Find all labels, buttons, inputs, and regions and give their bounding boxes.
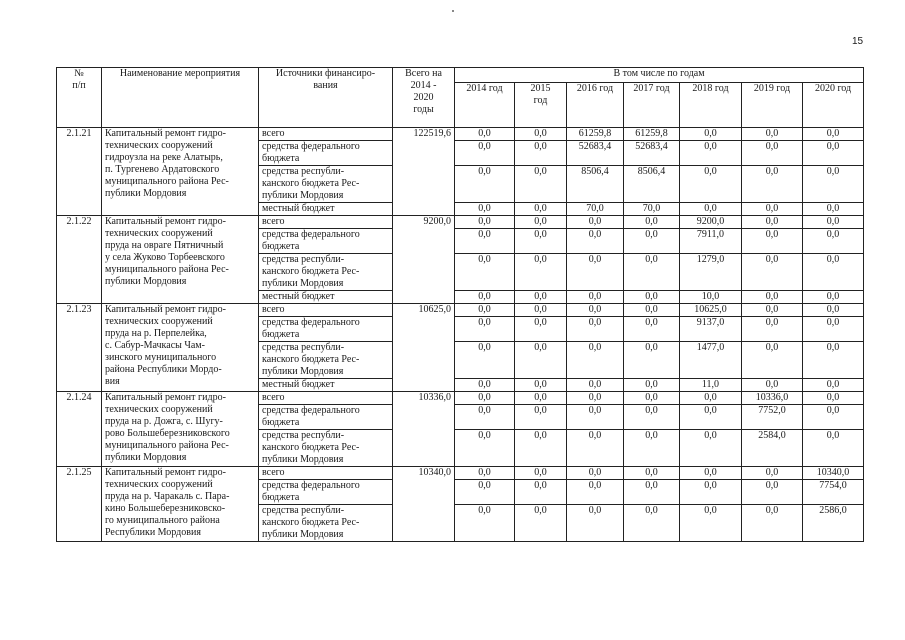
item-name: Капитальный ремонт гидро- технических сооружений гидроузла на реке Алатырь, п. Тургенево Ардатовского муниципального района Рес- публики Мордовия <box>102 128 259 216</box>
year-value: 0,0 <box>455 430 515 467</box>
year-value: 70,0 <box>624 203 680 216</box>
table-body <box>57 128 864 542</box>
year-value: 61259,8 <box>567 128 624 141</box>
year-value: 0,0 <box>567 291 624 304</box>
year-value: 0,0 <box>455 317 515 342</box>
year-value: 0,0 <box>455 291 515 304</box>
year-value: 61259,8 <box>624 128 680 141</box>
year-value: 0,0 <box>624 216 680 229</box>
year-value: 0,0 <box>515 203 567 216</box>
item-number: 2.1.22 <box>57 216 102 304</box>
year-value: 11,0 <box>680 379 742 392</box>
item-number: 2.1.25 <box>57 467 102 542</box>
year-value: 0,0 <box>742 128 803 141</box>
year-value: 52683,4 <box>624 141 680 166</box>
year-value: 0,0 <box>455 467 515 480</box>
year-value: 0,0 <box>515 317 567 342</box>
year-value: 0,0 <box>624 291 680 304</box>
year-value: 0,0 <box>803 216 864 229</box>
year-value: 0,0 <box>567 229 624 254</box>
year-value: 0,0 <box>515 480 567 505</box>
year-value: 0,0 <box>742 480 803 505</box>
item-total: 10625,0 <box>393 304 455 392</box>
year-value: 9137,0 <box>680 317 742 342</box>
year-value: 0,0 <box>515 229 567 254</box>
year-value: 0,0 <box>624 229 680 254</box>
year-value: 0,0 <box>624 317 680 342</box>
funding-source: средства республи- канского бюджета Рес- публики Мордовия <box>259 254 393 291</box>
item-name: Капитальный ремонт гидро- технических сооружений пруда на р. Чаракаль с. Пара- кино Большеберезниковско- го муниципального района Республики Мордовия <box>102 467 259 542</box>
year-value: 1279,0 <box>680 254 742 291</box>
year-value: 0,0 <box>680 467 742 480</box>
year-value: 0,0 <box>515 379 567 392</box>
year-value: 0,0 <box>680 430 742 467</box>
funding-source: средства республи- канского бюджета Рес- публики Мордовия <box>259 505 393 542</box>
year-value: 0,0 <box>515 254 567 291</box>
year-value: 0,0 <box>742 342 803 379</box>
year-value: 0,0 <box>680 505 742 542</box>
funding-source: средства республи- канского бюджета Рес- публики Мордовия <box>259 430 393 467</box>
year-value: 2586,0 <box>803 505 864 542</box>
year-value: 0,0 <box>742 229 803 254</box>
year-value: 0,0 <box>624 505 680 542</box>
year-value: 0,0 <box>567 216 624 229</box>
year-value: 0,0 <box>455 128 515 141</box>
year-value: 7754,0 <box>803 480 864 505</box>
year-value: 0,0 <box>567 405 624 430</box>
year-value: 10336,0 <box>742 392 803 405</box>
year-value: 0,0 <box>567 430 624 467</box>
item-number: 2.1.24 <box>57 392 102 467</box>
year-value: 0,0 <box>680 166 742 203</box>
year-value: 0,0 <box>515 128 567 141</box>
year-value: 0,0 <box>803 141 864 166</box>
year-value: 0,0 <box>455 505 515 542</box>
table-row <box>57 392 864 405</box>
funding-source: средства федерального бюджета <box>259 405 393 430</box>
year-value: 0,0 <box>742 141 803 166</box>
page-number: 15 <box>852 36 864 47</box>
year-value: 0,0 <box>567 304 624 317</box>
year-value: 0,0 <box>803 379 864 392</box>
year-value: 0,0 <box>742 166 803 203</box>
year-value: 0,0 <box>680 203 742 216</box>
year-value: 0,0 <box>803 254 864 291</box>
year-value: 7752,0 <box>742 405 803 430</box>
year-value: 0,0 <box>742 467 803 480</box>
year-value: 0,0 <box>515 291 567 304</box>
year-value: 0,0 <box>567 379 624 392</box>
year-value: 0,0 <box>455 392 515 405</box>
item-number: 2.1.23 <box>57 304 102 392</box>
table-row <box>57 467 864 480</box>
year-value: 0,0 <box>803 342 864 379</box>
year-value: 10340,0 <box>803 467 864 480</box>
year-value: 0,0 <box>455 141 515 166</box>
year-value: 0,0 <box>515 141 567 166</box>
year-value: 0,0 <box>680 405 742 430</box>
year-value: 0,0 <box>455 254 515 291</box>
item-number: 2.1.21 <box>57 128 102 216</box>
header-name: Наименование мероприятия <box>102 68 259 128</box>
year-value: 0,0 <box>455 480 515 505</box>
funding-source: всего <box>259 128 393 141</box>
year-value: 1477,0 <box>680 342 742 379</box>
year-value: 0,0 <box>455 304 515 317</box>
funding-source: местный бюджет <box>259 203 393 216</box>
year-value: 0,0 <box>742 291 803 304</box>
year-value: 0,0 <box>624 480 680 505</box>
year-value: 0,0 <box>515 304 567 317</box>
funding-source: средства федерального бюджета <box>259 141 393 166</box>
year-value: 0,0 <box>455 342 515 379</box>
year-value: 0,0 <box>680 141 742 166</box>
year-value: 0,0 <box>455 216 515 229</box>
year-value: 0,0 <box>515 392 567 405</box>
item-total: 122519,6 <box>393 128 455 216</box>
item-total: 10340,0 <box>393 467 455 542</box>
year-value: 8506,4 <box>624 166 680 203</box>
item-total: 10336,0 <box>393 392 455 467</box>
funding-source: всего <box>259 392 393 405</box>
year-value: 0,0 <box>803 405 864 430</box>
item-name: Капитальный ремонт гидро- технических сооружений пруда на овраге Пятничный у села Жуково Торбеевского муниципального района Рес- публики Мордовия <box>102 216 259 304</box>
year-value: 0,0 <box>515 505 567 542</box>
year-value: 0,0 <box>624 254 680 291</box>
funding-source: всего <box>259 304 393 317</box>
year-value: 0,0 <box>515 166 567 203</box>
funding-source: всего <box>259 216 393 229</box>
year-value: 7911,0 <box>680 229 742 254</box>
header-year: 2017 год <box>624 83 680 128</box>
year-value: 0,0 <box>624 379 680 392</box>
year-value: 0,0 <box>803 304 864 317</box>
year-value: 9200,0 <box>680 216 742 229</box>
funding-source: средства республи- канского бюджета Рес- публики Мордовия <box>259 166 393 203</box>
year-value: 0,0 <box>742 304 803 317</box>
year-value: 0,0 <box>742 505 803 542</box>
year-value: 0,0 <box>455 379 515 392</box>
year-value: 0,0 <box>742 216 803 229</box>
year-value: 0,0 <box>567 480 624 505</box>
year-value: 0,0 <box>515 216 567 229</box>
year-value: 0,0 <box>803 317 864 342</box>
header-year: 2018 год <box>680 83 742 128</box>
year-value: 10625,0 <box>680 304 742 317</box>
year-value: 0,0 <box>803 166 864 203</box>
funding-source: местный бюджет <box>259 379 393 392</box>
header-year: 2015 год <box>515 83 567 128</box>
year-value: 0,0 <box>624 304 680 317</box>
header-by-years: В том числе по годам <box>455 68 864 83</box>
year-value: 0,0 <box>515 342 567 379</box>
funding-source: средства республи- канского бюджета Рес- публики Мордовия <box>259 342 393 379</box>
year-value: 70,0 <box>567 203 624 216</box>
year-value: 0,0 <box>567 505 624 542</box>
funding-source: средства федерального бюджета <box>259 229 393 254</box>
year-value: 0,0 <box>680 480 742 505</box>
header-year: 2014 год <box>455 83 515 128</box>
header-year: 2019 год <box>742 83 803 128</box>
year-value: 0,0 <box>567 467 624 480</box>
year-value: 0,0 <box>742 203 803 216</box>
year-value: 0,0 <box>803 430 864 467</box>
year-value: 10,0 <box>680 291 742 304</box>
header-year: 2020 год <box>803 83 864 128</box>
financing-table <box>56 67 864 542</box>
year-value: 0,0 <box>803 291 864 304</box>
year-value: 0,0 <box>624 405 680 430</box>
scan-mark <box>452 10 454 12</box>
year-value: 0,0 <box>742 254 803 291</box>
item-name: Капитальный ремонт гидро- технических сооружений пруда на р. Перпелейка, с. Сабур-Мачкасы Чам- зинского муниципального района Республики Мордо- вия <box>102 304 259 392</box>
funding-source: средства федерального бюджета <box>259 480 393 505</box>
year-value: 0,0 <box>624 467 680 480</box>
year-value: 0,0 <box>515 467 567 480</box>
year-value: 52683,4 <box>567 141 624 166</box>
header-sources: Источники финансиро- вания <box>259 68 393 128</box>
year-value: 0,0 <box>567 392 624 405</box>
year-value: 0,0 <box>455 229 515 254</box>
year-value: 0,0 <box>742 317 803 342</box>
year-value: 0,0 <box>515 430 567 467</box>
table-row <box>57 216 864 229</box>
item-name: Капитальный ремонт гидро- технических сооружений пруда на р. Дожга, с. Шугу- рово Большеберезниковского муниципального района Рес- публики Мордовия <box>102 392 259 467</box>
year-value: 0,0 <box>803 392 864 405</box>
funding-source: средства федерального бюджета <box>259 317 393 342</box>
funding-source: местный бюджет <box>259 291 393 304</box>
year-value: 0,0 <box>680 392 742 405</box>
table-row <box>57 304 864 317</box>
year-value: 0,0 <box>455 203 515 216</box>
year-value: 0,0 <box>742 379 803 392</box>
year-value: 0,0 <box>680 128 742 141</box>
header-no: № п/п <box>57 68 102 128</box>
year-value: 0,0 <box>567 254 624 291</box>
year-value: 0,0 <box>803 128 864 141</box>
year-value: 2584,0 <box>742 430 803 467</box>
year-value: 0,0 <box>803 229 864 254</box>
year-value: 0,0 <box>624 392 680 405</box>
funding-source: всего <box>259 467 393 480</box>
year-value: 0,0 <box>567 317 624 342</box>
header-total: Всего на 2014 - 2020 годы <box>393 68 455 128</box>
header-year: 2016 год <box>567 83 624 128</box>
year-value: 0,0 <box>567 342 624 379</box>
year-value: 8506,4 <box>567 166 624 203</box>
table-row <box>57 128 864 141</box>
year-value: 0,0 <box>455 405 515 430</box>
year-value: 0,0 <box>624 430 680 467</box>
year-value: 0,0 <box>455 166 515 203</box>
item-total: 9200,0 <box>393 216 455 304</box>
year-value: 0,0 <box>515 405 567 430</box>
year-value: 0,0 <box>624 342 680 379</box>
year-value: 0,0 <box>803 203 864 216</box>
